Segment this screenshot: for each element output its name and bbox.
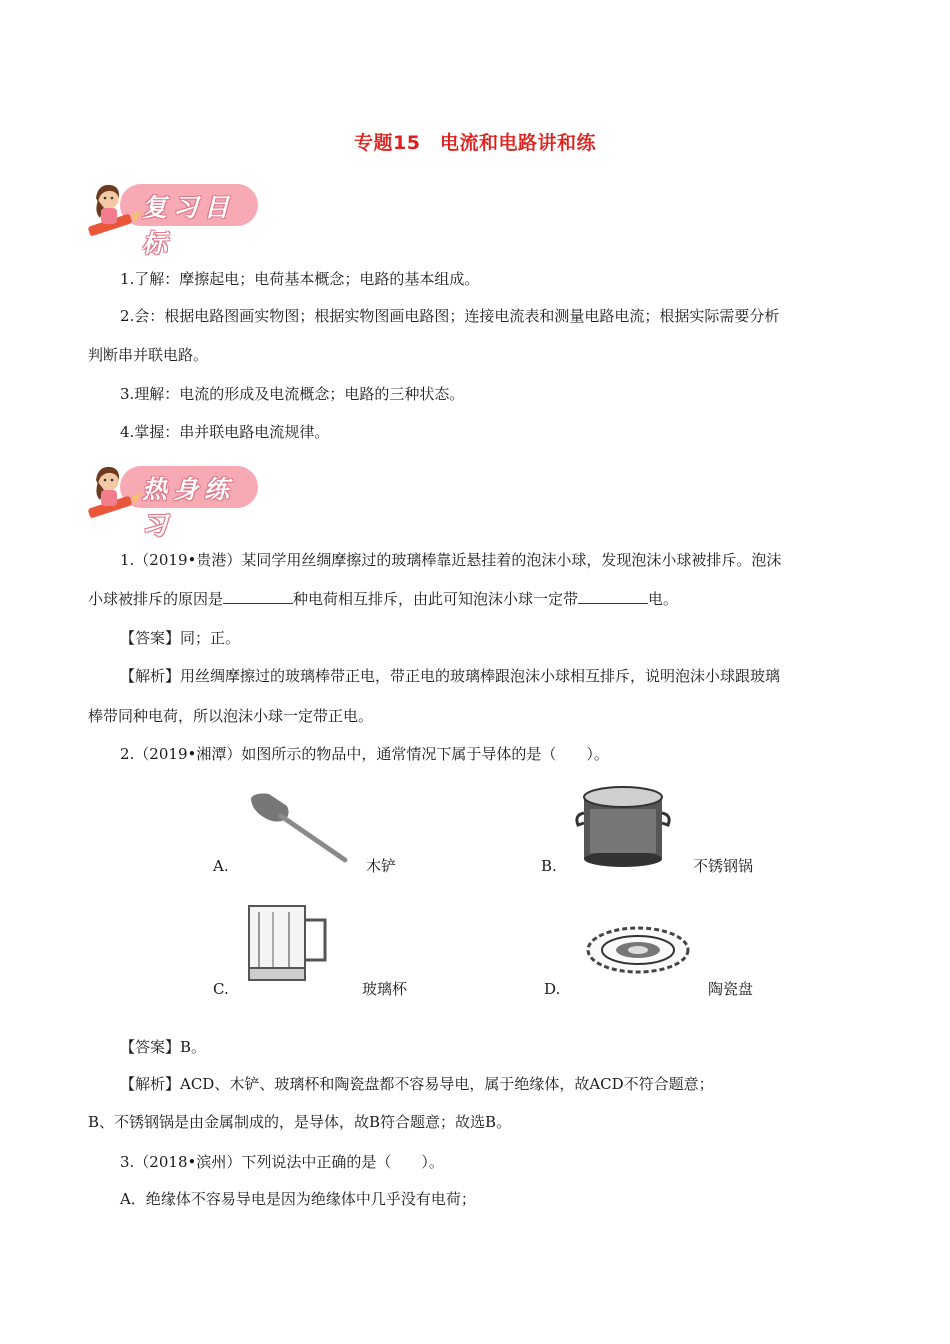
section-banner-review — [86, 178, 258, 258]
q1-stem: 1.（2019•贵港）某同学用丝绸摩擦过的玻璃棒靠近悬挂着的泡沫小球，发现泡沫小球被排斥。泡沫 — [120, 551, 782, 569]
q2-answer: 【答案】B。 — [120, 1038, 207, 1056]
option-a-name: 木铲 — [366, 857, 397, 875]
section-title: 热身练习 — [142, 475, 236, 540]
goal-2-cont: 判断串并联电路。 — [88, 346, 209, 364]
section-title: 复习目标 — [142, 193, 236, 258]
option-d-letter: D. — [544, 980, 561, 998]
option-c-name: 玻璃杯 — [362, 980, 408, 998]
steel-pot-image — [572, 779, 674, 869]
glass-mug-image — [243, 902, 335, 984]
q1-answer: 【答案】同；正。 — [120, 629, 241, 647]
q3-option-a: A．绝缘体不容易导电是因为绝缘体中几乎没有电荷； — [120, 1190, 476, 1208]
goal-3: 3.理解：电流的形成及电流概念；电路的三种状态。 — [120, 385, 465, 403]
q2-analysis: 【解析】ACD、木铲、玻璃杯和陶瓷盘都不容易导电，属于绝缘体，故ACD不符合题意； — [120, 1075, 714, 1093]
q3-stem: 3.（2018•滨州）下列说法中正确的是（ ）。 — [120, 1153, 444, 1171]
wooden-spatula-image — [245, 790, 350, 865]
goal-2: 2.会：根据电路图画实物图；根据实物图画电路图；连接电流表和测量电路电流；根据实际需要分析 — [120, 307, 780, 325]
answer-blank — [223, 589, 293, 604]
q1-text-c: 电。 — [648, 590, 679, 608]
answer-blank — [578, 589, 648, 604]
option-b-letter: B. — [541, 857, 557, 875]
q1-text-b: 种电荷相互排斥，由此可知泡沫小球一定带 — [293, 590, 579, 608]
q1-analysis-cont: 棒带同种电荷，所以泡沫小球一定带正电。 — [88, 707, 374, 725]
option-b-name: 不锈钢锅 — [693, 857, 754, 875]
goal-4: 4.掌握：串并联电路电流规律。 — [120, 423, 330, 441]
q2-stem: 2.（2019•湘潭）如图所示的物品中，通常情况下属于导体的是（ ）。 — [120, 745, 609, 763]
page-title: 专题15 电流和电路讲和练 — [354, 132, 596, 154]
q1-analysis: 【解析】用丝绸摩擦过的玻璃棒带正电，带正电的玻璃棒跟泡沫小球相互排斥，说明泡沫小球跟玻璃 — [120, 667, 781, 685]
q2-analysis-cont: B、不锈钢锅是由金属制成的，是导体，故B符合题意；故选B。 — [88, 1113, 512, 1131]
option-c-letter: C. — [213, 980, 229, 998]
ceramic-plate-image — [585, 924, 691, 976]
girl-with-pencil-icon — [86, 178, 146, 246]
goal-1: 1.了解：摩擦起电；电荷基本概念；电路的基本组成。 — [120, 270, 480, 288]
q1-stem-cont — [88, 588, 678, 610]
girl-with-pencil-icon — [86, 460, 146, 528]
q1-text-a: 小球被排斥的原因是 — [88, 590, 224, 608]
option-d-name: 陶瓷盘 — [708, 980, 754, 998]
section-banner-warmup — [86, 460, 258, 540]
option-a-letter: A. — [213, 857, 229, 875]
